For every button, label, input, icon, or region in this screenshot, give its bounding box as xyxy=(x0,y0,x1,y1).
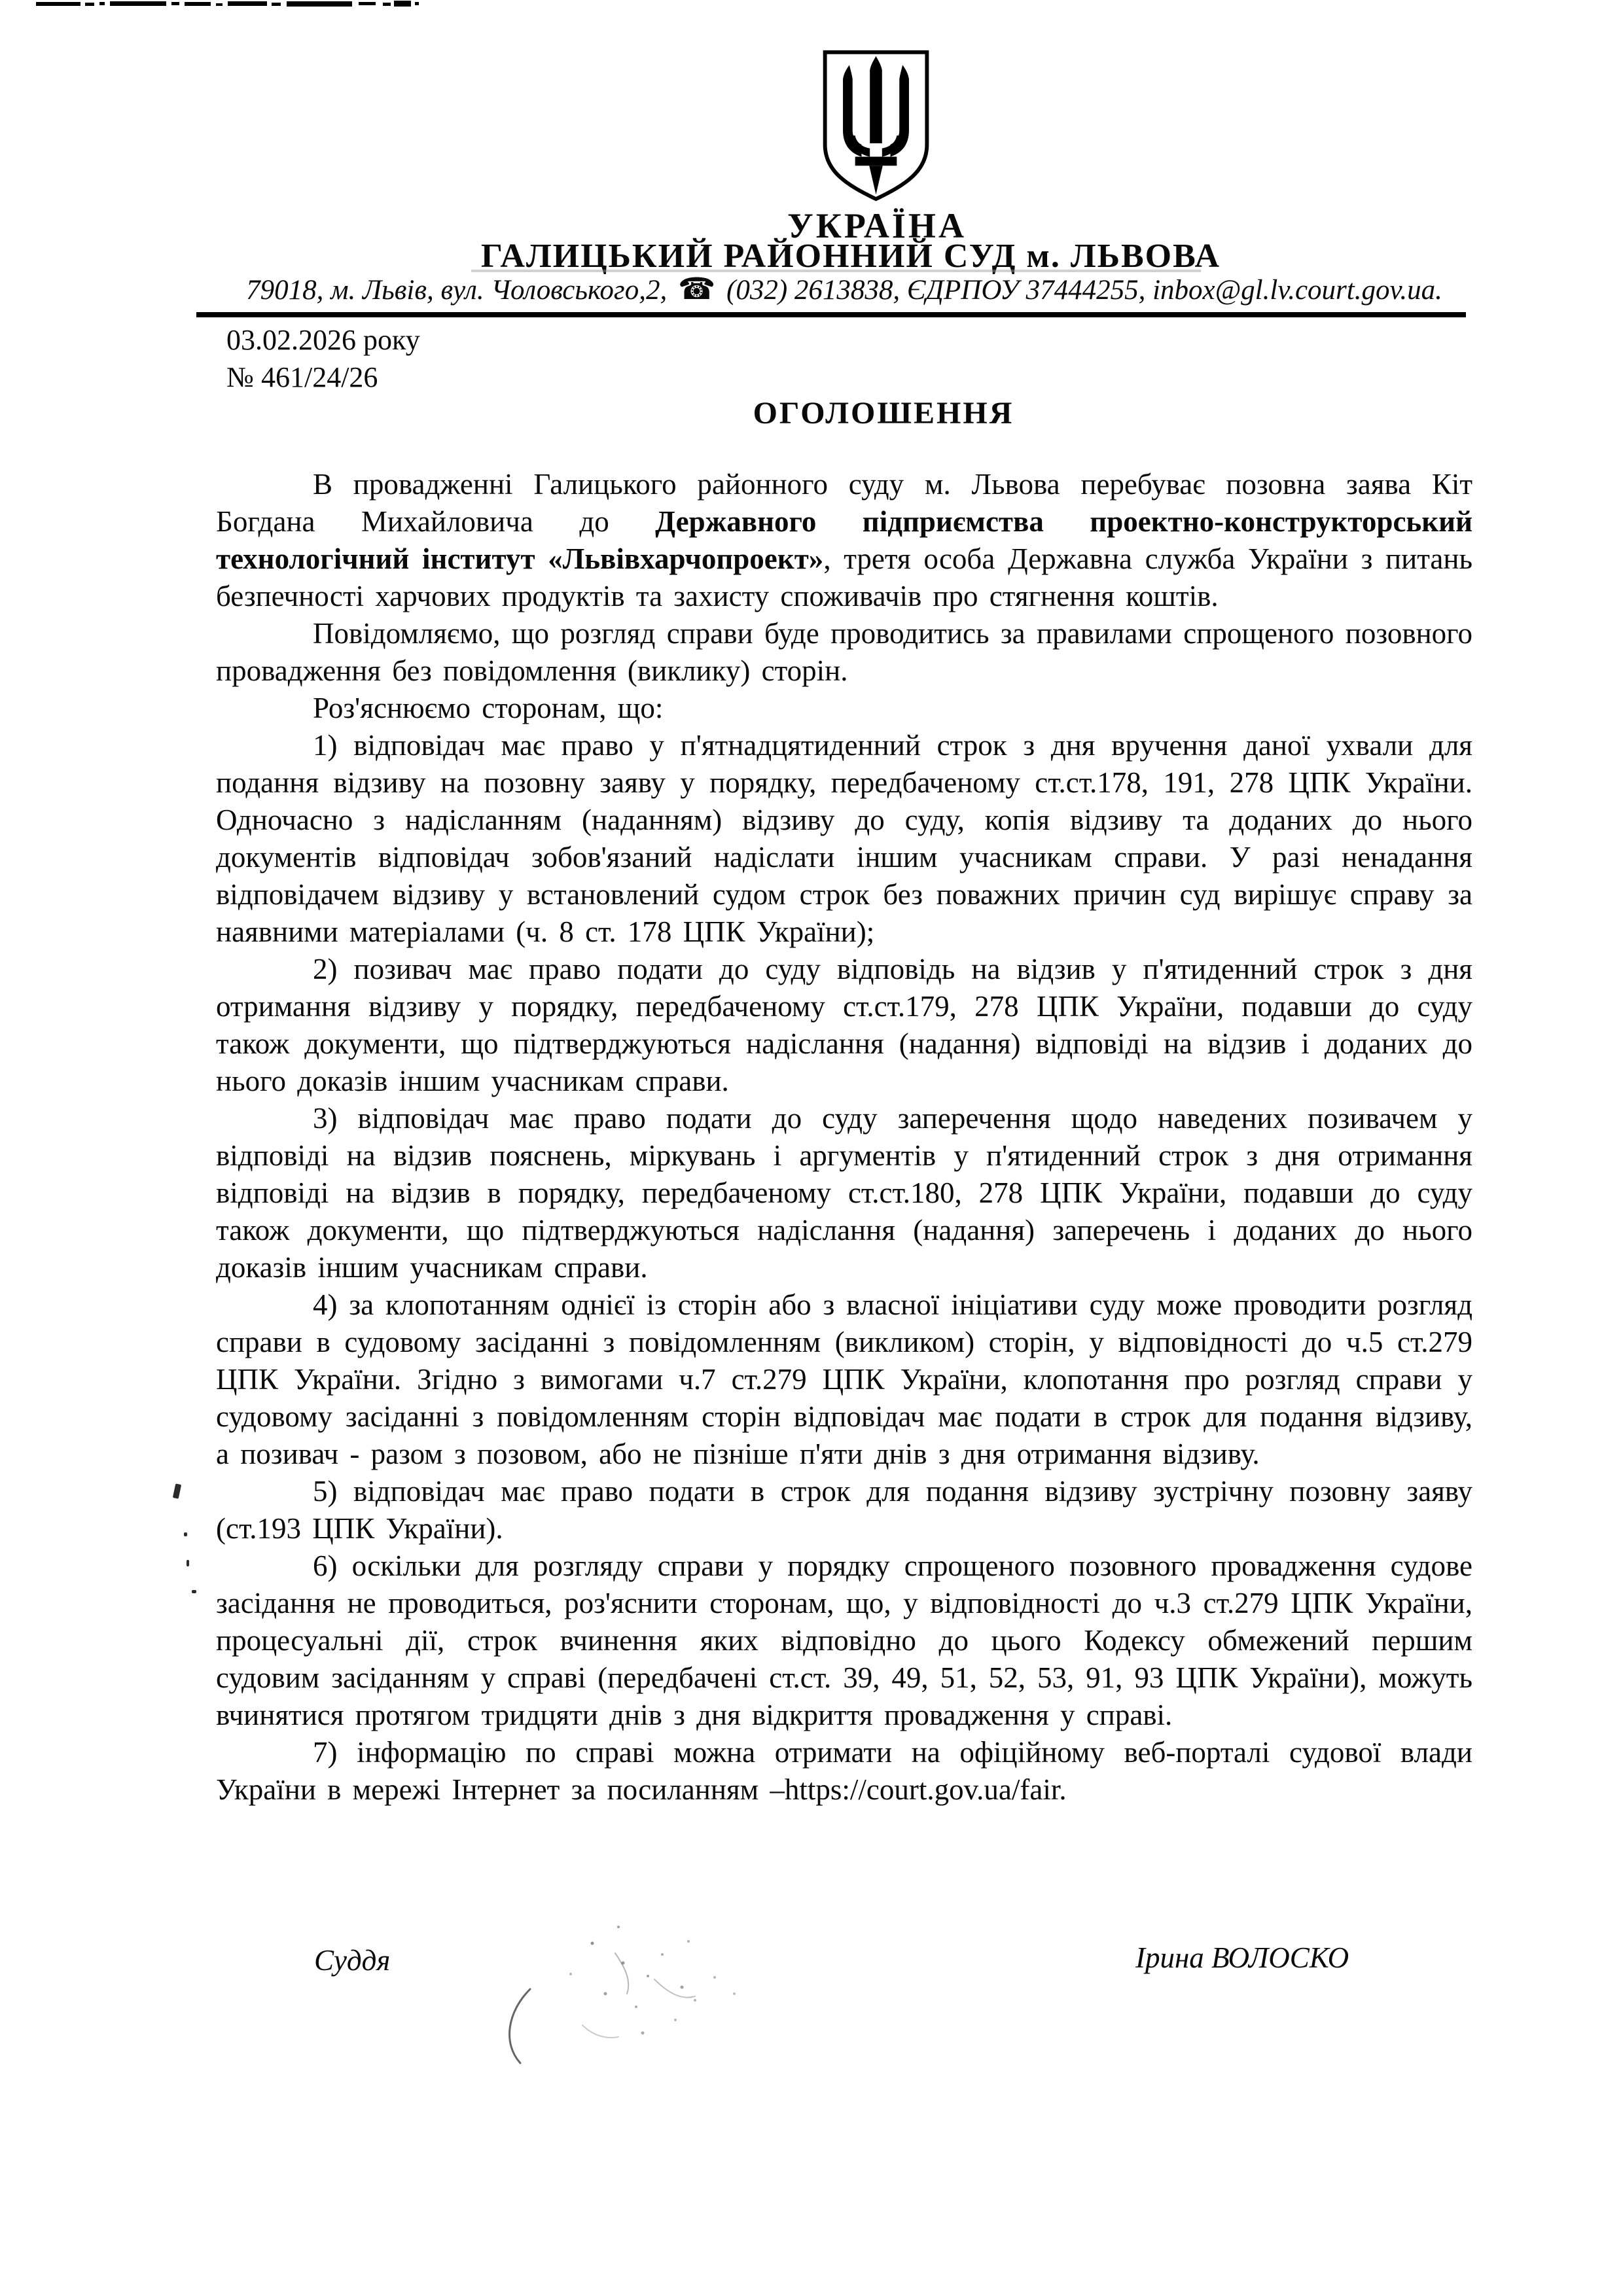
case-number: № 461/24/26 xyxy=(226,361,378,393)
header-divider-rule xyxy=(196,312,1466,317)
paragraph-item-2: 2) позивач має право подати до суду відповідь на відзив у п'ятиденний строк з дня отримання відзиву у порядку, передбаченому ст.ст.179, 278 ЦПК України, подавши до суду також документи, що підтверджуються надіслання (надання) відповіді на відзив і доданих до нього доказів іншим учасникам справи. xyxy=(216,953,1472,1097)
telephone-icon: ☎ xyxy=(677,272,716,306)
paragraph-item-3: 3) відповідач має право подати до суду заперечення щодо наведених позивачем у відповіді на відзив пояснень, міркувань і аргументів у п'ятиденний строк з дня отримання відповіді на відзив в порядку, передбаченому ст.ст.180, 278 ЦПК України, подавши до суду також документи, що підтверджуються надіслання (надання) заперечень і доданих до нього доказів іншим учасникам справи. xyxy=(216,1102,1472,1284)
paragraph-item-1: 1) відповідач має право у п'ятнадцятиденний строк з дня вручення даної ухвали для подання відзиву на позовну заяву у порядку, передбаченому ст.ст.178, 191, 278 ЦПК України. Одночасно з надісланням (наданням) відзиву до суду, копія відзиву та доданих до нього документів відповідач зобов'язаний надіслати іншим учасникам справи. У разі ненадання відповідачем відзиву у встановлений судом строк без поважних причин суд вирішує справу за наявними матеріалами (ч. 8 ст. 178 ЦПК України); xyxy=(216,729,1472,948)
paragraph-item-4: 4) за клопотанням однієї із сторін або з власної ініціативи суду може проводити розгляд справи в судовому засіданні з повідомленням (викликом) сторін, у відповідності до ч.5 ст.279 ЦПК України. Згідно з вимогами ч.7 ст.279 ЦПК України, клопотання про розгляд справи у судовому засіданні з повідомленням сторін відповідач має подати в строк для подання відзиву, а позивач - разом з позовом, або не пізніше п'яти днів з дня отримання відзиву. xyxy=(216,1288,1472,1470)
document-title: ОГОЛОШЕННЯ xyxy=(753,396,1014,431)
paragraph-case-intro-text: В провадженні Галицького районного суду м. Львова перебуває позовна заява Кіт Богдана Михайловича до xyxy=(216,468,1472,538)
defendant-name-bold: Державного підприємства проектно-конструкторський технологічний інститут «Львівхарчопроект» xyxy=(216,505,1472,575)
paragraph-case-intro xyxy=(216,466,1472,615)
paragraph-case-intro-tail: , третя особа Державна служба України з питань безпечності харчових продуктів та захисту споживачів про стягнення коштів. xyxy=(216,542,1472,612)
judge-signature-scribble xyxy=(484,1914,903,2077)
address-part2: (032) 2613838, ЄДРПОУ 37444255, inbox@gl.lv.court.gov.ua. xyxy=(719,275,1442,306)
paragraph-clarification-intro: Роз'яснюємо сторонам, що: xyxy=(313,692,664,724)
address-part1: 79018, м. Львів, вул. Чоловського,2, xyxy=(246,275,674,306)
judge-role-label: Суддя xyxy=(314,1944,391,1977)
paragraph-item-5: 5) відповідач має право подати в строк для подання відзиву зустрічну позовну заяву (ст.193 ЦПК України). xyxy=(216,1475,1472,1545)
paragraph-item-6: 6) оскільки для розгляду справи у порядку спрощеного позовного провадження судове засідання не проводиться, роз'яснити сторонам, що, у відповідності до ч.3 ст.279 ЦПК України, процесуальні дії, строк вчинення яких відповідно до цього Кодексу обмежений першим судовим засіданням у справі (передбачені ст.ст. 39, 49, 51, 52, 53, 91, 93 ЦПК України), можуть вчинятися протягом тридцяти днів з дня відкриття провадження у справі. xyxy=(216,1549,1472,1731)
document-date: 03.02.2026 року xyxy=(226,324,420,356)
court-name: ГАЛИЦЬКИЙ РАЙОННИЙ СУД м. ЛЬВОВА xyxy=(480,238,1221,275)
court-address-line xyxy=(157,271,1531,306)
judge-name: Ірина ВОЛОСКО xyxy=(1135,1941,1349,1974)
country-name: УКРАЇНА xyxy=(787,206,967,245)
paragraph-item-7: 7) інформацію по справі можна отримати на офіційному веб-порталі судової влади України в мережі Інтернет за посиланням –https://court.gov.ua/fair. xyxy=(216,1736,1472,1806)
paragraph-simplified-procedure: Повідомляємо, що розгляд справи буде проводитись за правилами спрощеного позовного провадження без повідомлення (виклику) сторін. xyxy=(216,617,1472,687)
document-body xyxy=(216,466,1472,1809)
ukraine-trident-emblem xyxy=(819,47,933,204)
